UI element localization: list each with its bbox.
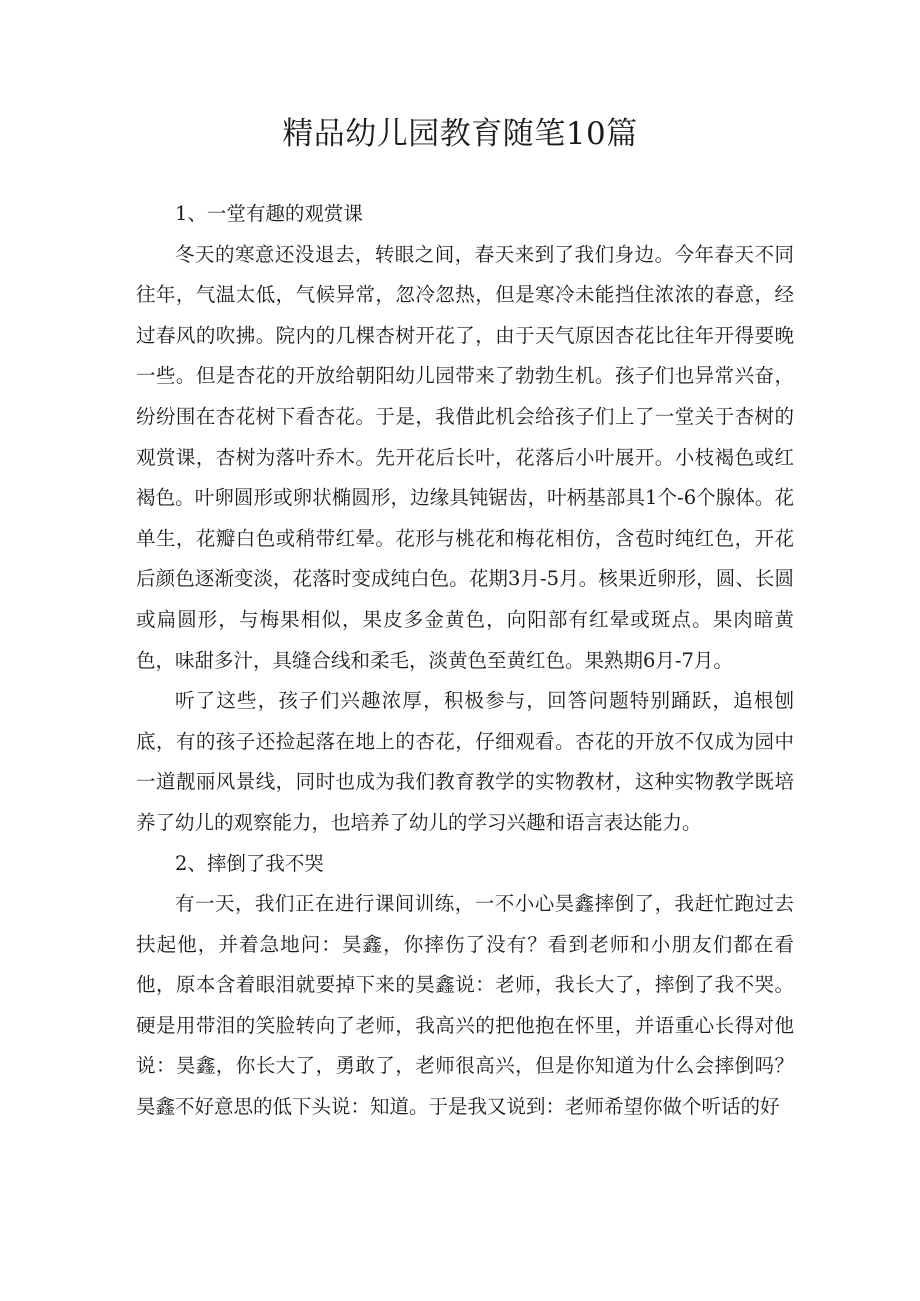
document-title: 精品幼儿园教育随笔10篇 (282, 116, 638, 152)
section-heading: 1、一堂有趣的观赏课 (175, 202, 363, 225)
paragraph: 有一天，我们正在进行课间训练，一不小心昊鑫摔倒了，我赶忙跑过去扶起他，并着急地问：昊鑫，你摔伤了没有？看到老师和小朋友们都在看他，原本含着眼泪就要掉下来的昊鑫说：老师，我长大了，摔倒了我不哭。硬是用带泪的笑脸转向了老师，我高兴的把他抱在怀里，并语重心长得对他说：昊鑫，你长大了，勇敢了，老师很高兴，但是你知道为什么会摔倒吗？昊鑫不好意思的低下头说：知道。于是我又说到：老师希望你做个听话的好 (136, 892, 794, 1119)
paragraph: 冬天的寒意还没退去，转眼之间，春天来到了我们身边。今年春天不同往年，气温太低，气候异常，忽冷忽热，但是寒冷未能挡住浓浓的春意，经过春风的吹拂。院内的几棵杏树开花了，由于天气原因杏花比往年开得要晚一些。但是杏花的开放给朝阳幼儿园带来了勃勃生机。孩子们也异常兴奋，纷纷围在杏花树下看杏花。于是，我借此机会给孩子们上了一堂关于杏树的观赏课，杏树为落叶乔木。先开花后长叶，花落后小叶展开。小枝褐色或红褐色。叶卵圆形或卵状椭圆形，边缘具钝锯齿，叶柄基部具1个-6个腺体。花单生，花瓣白色或稍带红晕。花形与桃花和梅花相仿，含苞时纯红色，开花后颜色逐渐变淡，花落时变成纯白色。花期3月-5月。核果近卵形，圆、长圆或扁圆形，与梅果相似，果皮多金黄色，向阳部有红晕或斑点。果肉暗黄色，味甜多汁，具缝合线和柔毛，淡黄色至黄红色。果熟期6月-7月。 (136, 242, 794, 672)
section-heading: 2、摔倒了我不哭 (175, 851, 324, 875)
paragraph: 听了这些，孩子们兴趣浓厚，积极参与，回答问题特别踊跃，追根刨底，有的孩子还捡起落在地上的杏花，仔细观看。杏花的开放不仅成为园中一道靓丽风景线，同时也成为我们教育教学的实物教材，这种实物教学既培养了幼儿的观察能力，也培养了幼儿的学习兴趣和语言表达能力。 (136, 689, 794, 834)
document-body (136, 194, 794, 1128)
